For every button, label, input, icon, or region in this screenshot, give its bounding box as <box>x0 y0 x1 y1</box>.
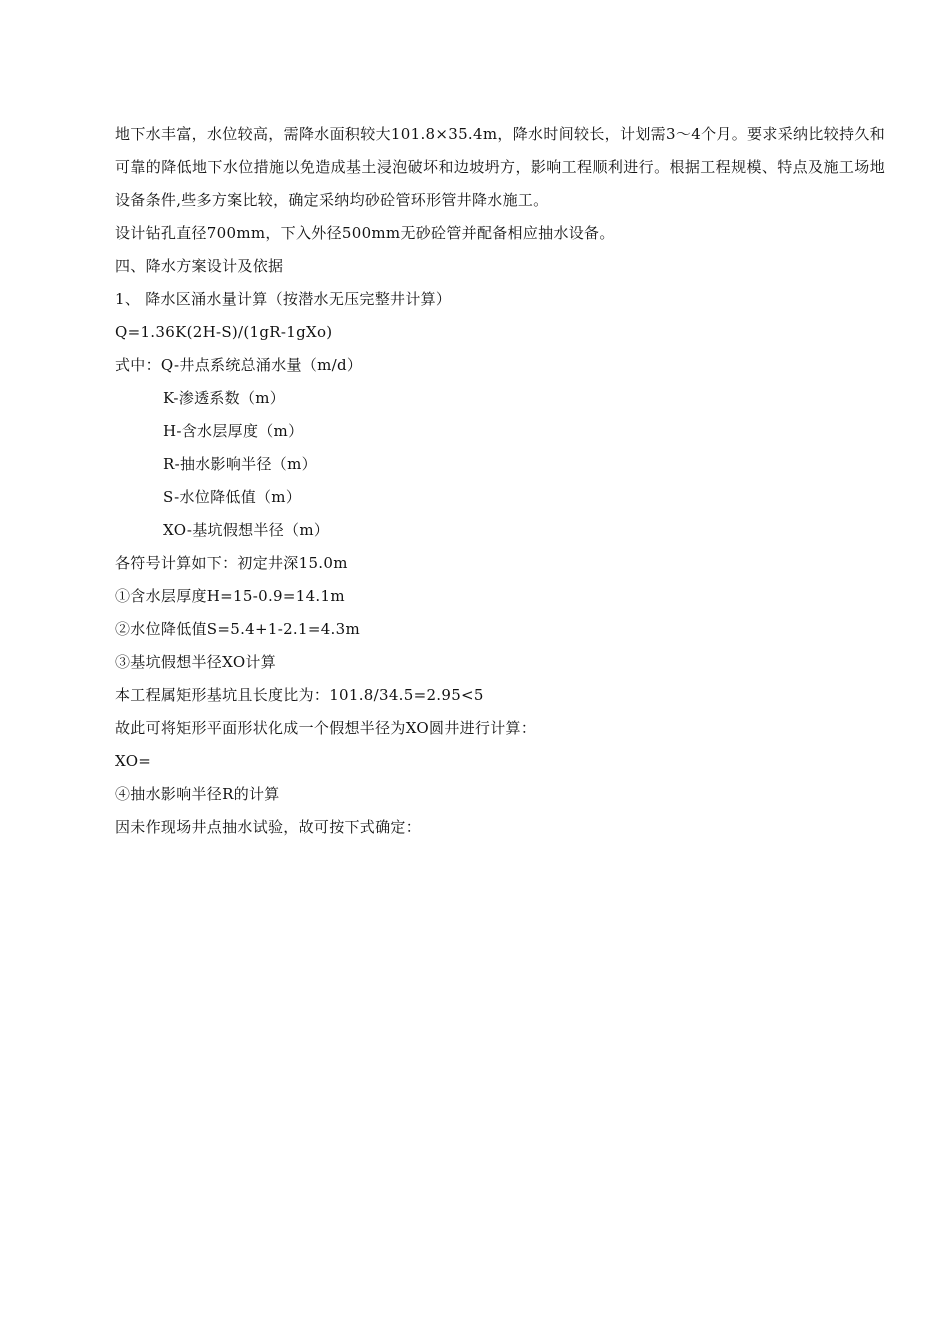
calc-equivalent-radius-note: 故此可将矩形平面形状化成一个假想半径为XO圆井进行计算： <box>115 719 537 737</box>
document-page <box>115 118 885 844</box>
subsection-heading-inflow-calc: 1、 降水区涌水量计算（按潜水无压完整井计算） <box>115 290 452 308</box>
calc-influence-radius-note: 因未作现场井点抽水试验，故可按下式确定： <box>115 818 422 836</box>
symbol-definition-s: S-水位降低值（m） <box>163 488 302 506</box>
symbol-definition-xo: XO-基坑假想半径（m） <box>163 521 330 539</box>
calc-radius-heading: ③基坑假想半径XO计算 <box>115 653 277 671</box>
calc-xo-formula: XO= <box>115 752 152 770</box>
drilling-design-line: 设计钻孔直径700mm，下入外径500mm无砂砼管并配备相应抽水设备。 <box>115 224 615 242</box>
calc-influence-radius-heading: ④抽水影响半径R的计算 <box>115 785 280 803</box>
calc-aquifer-thickness: ①含水层厚度H=15-0.9=14.1m <box>115 587 345 605</box>
calc-intro-line: 各符号计算如下：初定井深15.0m <box>115 554 348 572</box>
symbol-definition-k: K-渗透系数（m） <box>163 389 286 407</box>
symbol-definition-r: R-抽水影响半径（m） <box>163 455 317 473</box>
section-heading-dewatering-design: 四、降水方案设计及依据 <box>115 257 284 275</box>
formula-legend-intro: 式中：Q-井点系统总涌水量（m/d） <box>115 356 363 374</box>
calc-ratio-line: 本工程属矩形基坑且长度比为：101.8/34.5=2.95<5 <box>115 686 484 704</box>
symbol-definition-h: H-含水层厚度（m） <box>163 422 304 440</box>
inflow-formula: Q=1.36K(2H-S)/(1gR-1gXo) <box>115 323 333 341</box>
intro-paragraph: 地下水丰富，水位较高，需降水面积较大101.8×35.4m，降水时间较长，计划需3～4个月。要求采纳比较持久和可靠的降低地下水位措施以免造成基土浸泡破坏和边坡坍方，影响工程顺利进行。根据工程规模、特点及施工场地设备条件,些多方案比较，确定采纳均砂砼管环形管井降水施工。 <box>115 125 885 209</box>
calc-drawdown: ②水位降低值S=5.4+1-2.1=4.3m <box>115 620 360 638</box>
